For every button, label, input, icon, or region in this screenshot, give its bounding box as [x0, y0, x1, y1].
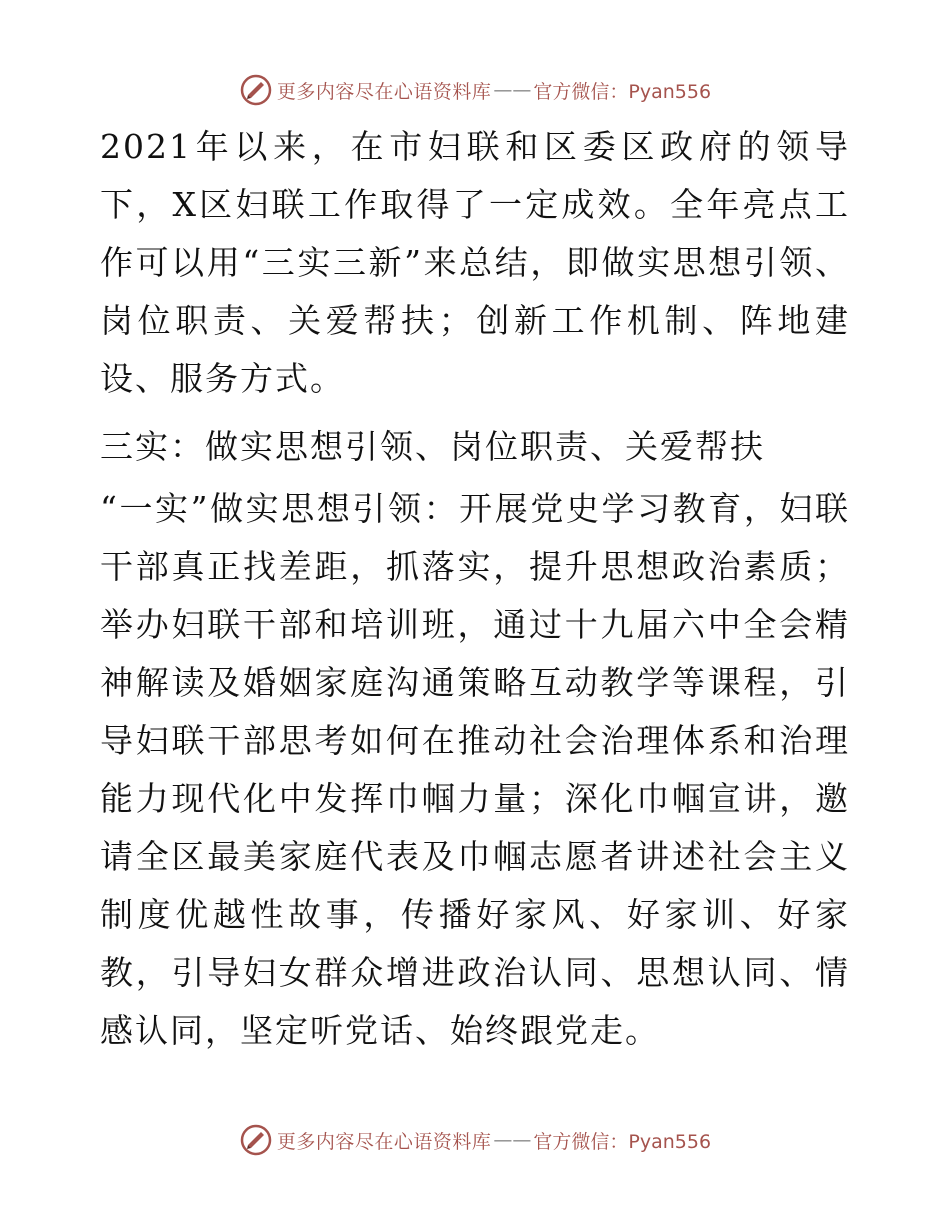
- watermark-contact: 官方微信：Pyan556: [533, 1130, 712, 1153]
- intro-paragraph: 2021年以来，在市妇联和区委区政府的领导下，X区妇联工作取得了一定成效。全年亮点工作可以用“三实三新”来总结，即做实思想引领、岗位职责、关爱帮扶；创新工作机制、阵地建设、服务方式。: [100, 127, 850, 398]
- book-pen-logo-icon: [239, 1123, 273, 1157]
- document-body: [100, 118, 850, 1070]
- watermark-text: 更多内容尽在心语资料库: [276, 1130, 492, 1153]
- watermark-separator: ——: [493, 79, 532, 101]
- footer-watermark: [0, 1120, 950, 1160]
- book-pen-logo-icon: [239, 73, 273, 107]
- watermark-text: 更多内容尽在心语资料库: [276, 80, 492, 103]
- body-paragraph: “一实”做实思想引领：开展党史学习教育，妇联干部真正找差距，抓落实，提升思想政治素质；举办妇联干部和培训班，通过十九届六中全会精神解读及婚姻家庭沟通策略互动教学等课程，引导妇联干部思考如何在推动社会治理体系和治理能力现代化中发挥巾帼力量；深化巾帼宣讲，邀请全区最美家庭代表及巾帼志愿者讲述社会主义制度优越性故事，传播好家风、好家训、好家教，引导妇女群众增进政治认同、思想认同、情感认同，坚定听党话、始终跟党走。: [100, 489, 850, 1050]
- watermark-contact: 官方微信：Pyan556: [533, 80, 712, 103]
- header-watermark: [0, 70, 950, 110]
- section-heading: 三实：做实思想引领、岗位职责、关爱帮扶: [100, 427, 765, 466]
- watermark-separator: ——: [493, 1129, 532, 1151]
